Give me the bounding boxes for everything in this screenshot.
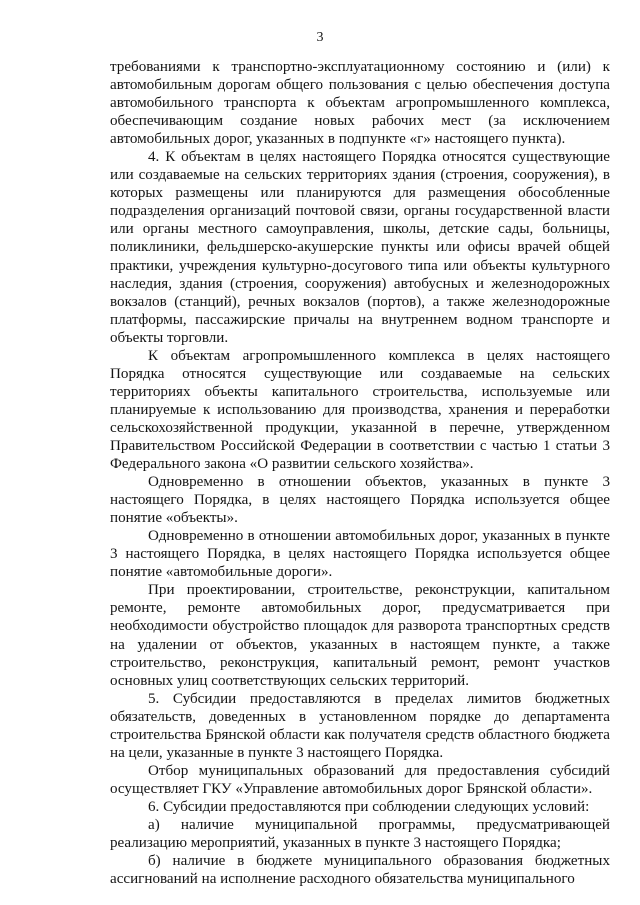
paragraph-condition-b: б) наличие в бюджете муниципального образования бюджетных ассигнований на исполнение расходного обязательства муниципального	[110, 853, 610, 888]
paragraph-selection: Отбор муниципальных образований для предоставления субсидий осуществляет ГКУ «Управление автомобильных дорог Брянской области».	[110, 762, 610, 797]
page-number: 3	[316, 30, 324, 45]
paragraph-continuation: требованиями к транспортно-эксплуатационному состоянию и (или) к автомобильным дорогам общего пользования с целью обеспечения доступа автомобильного транспорта к объектам агропромышленного комплекса, обеспечивающим создание новых рабочих мест (за исключением автомобильных дорог, указанных в подпункте «г» настоящего пункта).	[110, 59, 610, 148]
paragraph-4-objects: 4. К объектам в целях настоящего Порядка относятся существующие или создаваемые на сельских территориях здания (строения, сооружения), в которых размещены или планируются для размещения обособленные подразделения организаций почтовой связи, органы государственной власти или органы местного самоуправления, школы, детские сады, больницы, поликлиники, фельдшерско-акушерские пункты или офисы врачей общей практики, учреждения культурно-досугового типа или объекты культурного наследия, здания (строения, сооружения) автобусных и железнодорожных вокзалов (станций), речных вокзалов (портов), а также железнодорожные платформы, пассажирские причалы на внутреннем водном транспорте и объекты торговли.	[110, 149, 610, 346]
document-body	[110, 58, 610, 888]
paragraph-agro-objects: К объектам агропромышленного комплекса в целях настоящего Порядка относятся существующие или создаваемые на сельских территориях объекты капитального строительства, используемые или планируемые к использованию для производства, хранения и переработки сельскохозяйственной продукции, указанной в перечне, утвержденном Правительством Российской Федерации в соответствии с частью 1 статьи 3 Федерального закона «О развитии сельского хозяйства».	[110, 347, 610, 473]
paragraph-5-subsidies: 5. Субсидии предоставляются в пределах лимитов бюджетных обязательств, доведенных в установленном порядке до департамента строительства Брянской области как получателя средств областного бюджета на цели, указанные в пункте 3 настоящего Порядка.	[110, 690, 610, 761]
paragraph-6-conditions: 6. Субсидии предоставляются при соблюдении следующих условий:	[148, 798, 590, 815]
paragraph-condition-a: а) наличие муниципальной программы, предусматривающей реализацию мероприятий, указанных в пункте 3 настоящего Порядка;	[110, 816, 610, 852]
paragraph-design: При проектировании, строительстве, реконструкции, капитальном ремонте, ремонте автомобильных дорог, предусматривается при необходимости обустройство площадок для разворота транспортных средств на удалении от объектов, указанных в настоящем пункте, а также строительство, реконструкция, капитальный ремонт, ремонт участков основных улиц соответствующих сельских территорий.	[110, 582, 610, 689]
paragraph-roads-term: Одновременно в отношении автомобильных дорог, указанных в пункте 3 настоящего Порядка, в целях настоящего Порядка используется общее понятие «автомобильные дороги».	[110, 528, 610, 581]
paragraph-objects-term: Одновременно в отношении объектов, указанных в пункте 3 настоящего Порядка, в целях настоящего Порядка используется общее понятие «объекты».	[110, 474, 610, 527]
